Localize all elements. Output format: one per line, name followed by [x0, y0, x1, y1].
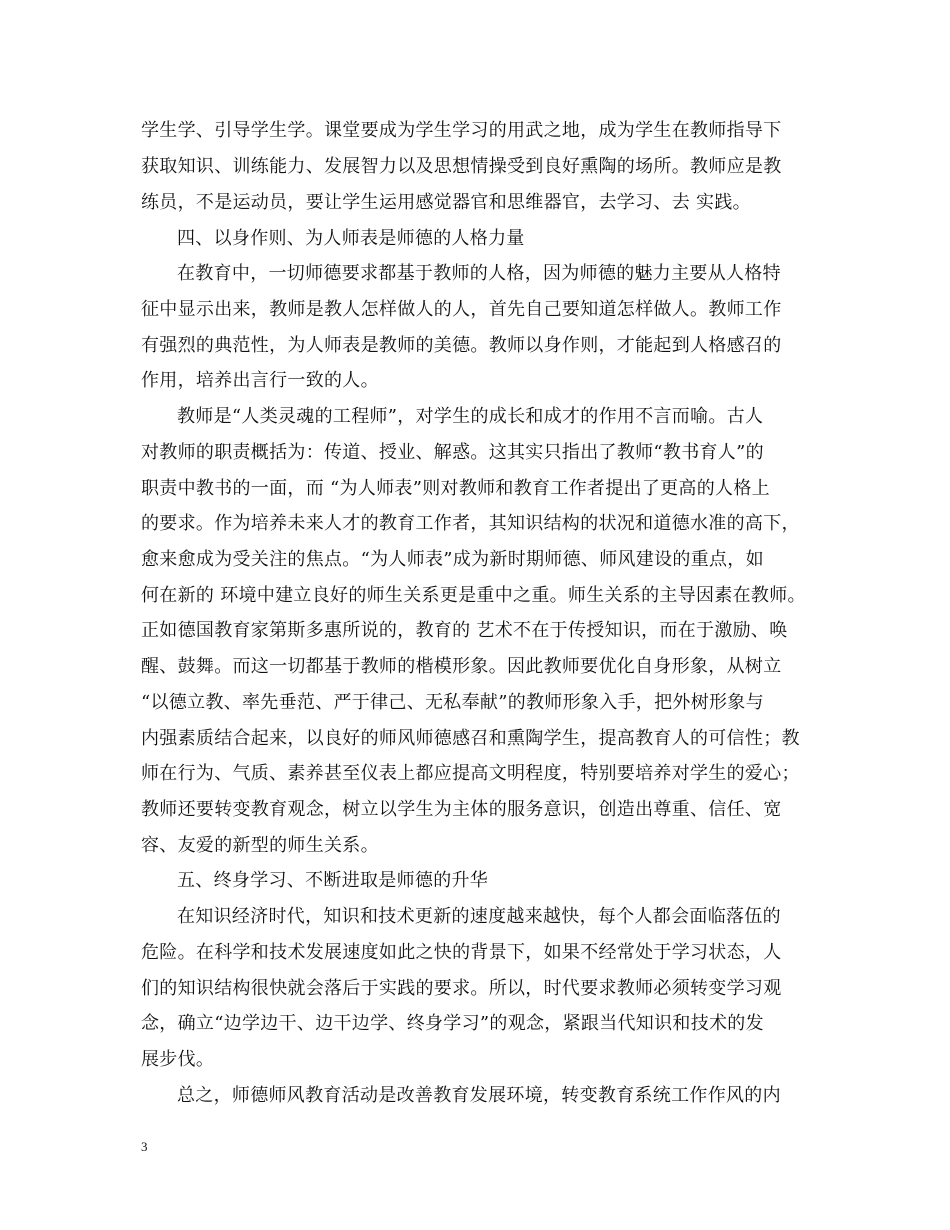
text-line: 危险。在科学和技术发展速度如此之快的背景下，如果不经常处于学习状态，人 — [141, 942, 782, 963]
text-line: 在知识经济时代，知识和技术更新的速度越来越快，每个人都会面临落伍的 — [177, 906, 781, 927]
text-line: 师在行为、气质、素养甚至仪表上都应提高文明程度，特别要培养对学生的爱心； — [141, 763, 800, 784]
text-line: 醒、鼓舞。而这一切都基于教师的楷模形象。因此教师要优化自身形象，从树立 — [141, 656, 782, 677]
text-line: 在教育中，一切师德要求都基于教师的人格，因为师德的魅力主要从人格特 — [177, 263, 781, 284]
text-line: 作用，培养出言行一致的人。 — [141, 370, 379, 391]
text-line: 教师还要转变教育观念，树立以学生为主体的服务意识，创造出尊重、信任、宽 — [141, 799, 782, 820]
text-line: 的要求。作为培养未来人才的教育工作者，其知识结构的状况和道德水准的高下， — [141, 513, 800, 534]
text-line: 容、友爱的新型的师生关系。 — [141, 835, 379, 856]
text-line: 获取知识、训练能力、发展智力以及思想情操受到良好熏陶的场所。教师应是教 — [141, 156, 782, 177]
section-heading: 五、终身学习、不断进取是师德的升华 — [177, 870, 489, 891]
text-line: 对教师的职责概括为：传道、授业、解惑。这其实只指出了教师“教书育人”的 — [141, 442, 764, 463]
text-line: 们的知识结构很快就会落后于实践的要求。所以，时代要求教师必须转变学习观 — [141, 978, 782, 999]
text-line: 职责中教书的一面，而 “为人师表”则对教师和教育工作者提出了更高的人格上 — [141, 478, 770, 499]
section-heading: 四、以身作则、为人师表是师德的人格力量 — [177, 228, 525, 249]
text-line: 何在新的 环境中建立良好的师生关系更是重中之重。师生关系的主导因素在教师。 — [141, 585, 806, 606]
text-line: 练员，不是运动员，要让学生运用感觉器官和思维器官，去学习、去 实践。 — [141, 192, 751, 213]
text-line: 学生学、引导学生学。课堂要成为学生学习的用武之地，成为学生在教师指导下 — [141, 120, 782, 141]
page-number: 3 — [141, 1139, 148, 1154]
text-line: “以德立教、率先垂范、严于律己、无私奉献”的教师形象入手，把外树形象与 — [141, 692, 764, 713]
text-line: 征中显示出来，教师是教人怎样做人的人，首先自己要知道怎样做人。教师工作 — [141, 299, 782, 320]
text-line: 总之，师德师风教育活动是改善教育发展环境，转变教育系统工作作风的内 — [177, 1085, 781, 1106]
text-line: 教师是“人类灵魂的工程师”，对学生的成长和成才的作用不言而喻。古人 — [177, 406, 764, 427]
text-line: 有强烈的典范性，为人师表是教师的美德。教师以身作则，才能起到人格感召的 — [141, 335, 782, 356]
text-line: 愈来愈成为受关注的焦点。“为人师表”成为新时期师德、师风建设的重点，如 — [141, 549, 764, 570]
text-line: 念，确立“边学边干、边干边学、终身学习”的观念，紧跟当代知识和技术的发 — [141, 1013, 764, 1034]
text-line: 内强素质结合起来，以良好的师风师德感召和熏陶学生，提高教育人的可信性；教 — [141, 728, 800, 749]
text-line: 展步伐。 — [141, 1049, 215, 1070]
text-line: 正如德国教育家第斯多惠所说的，教育的 艺术不在于传授知识，而在于激励、唤 — [141, 620, 788, 641]
